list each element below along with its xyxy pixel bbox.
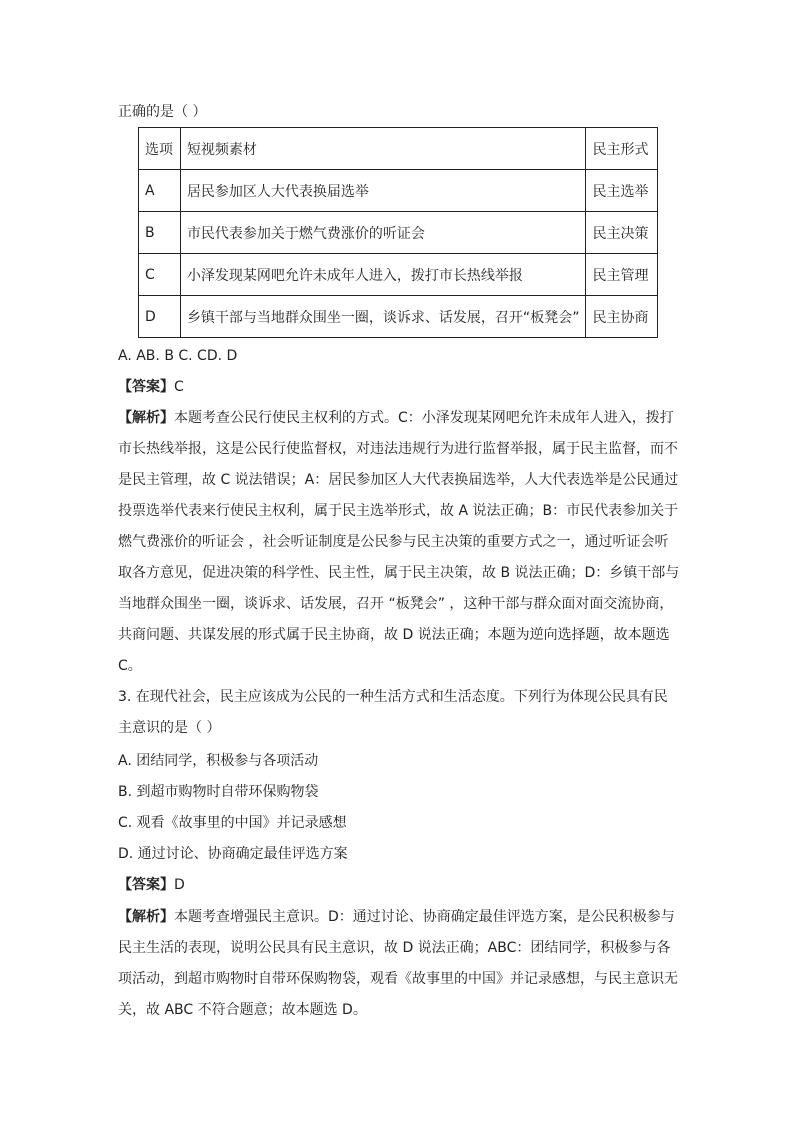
table-cell: 市民代表参加关于燃气费涨价的听证会 — [180, 212, 586, 254]
analysis-text: 本题考查增强民主意识。D：通过讨论、协商确定最佳评选方案，是公民积极参与 — [174, 909, 675, 925]
table-row — [139, 254, 658, 296]
q2-answer — [118, 377, 184, 397]
table-row — [139, 296, 658, 338]
table-row — [139, 212, 658, 254]
q2-analysis-line: 投票选举代表来行使民主权利，属于民主选举形式，故 A 说法正确；B：市民代表参加关于 — [118, 503, 679, 519]
q3-analysis-line — [118, 907, 675, 927]
q2-analysis-line: 市长热线举报，这是公民行使监督权，对违法违规行为进行监督举报，属于民主监督，而不 — [118, 441, 678, 457]
answer-value: C — [174, 379, 184, 395]
answer-label: 【答案】 — [118, 379, 174, 395]
q3-answer — [118, 875, 185, 895]
table-cell: 乡镇干部与当地群众围坐一圈，谈诉求、话发展，召开“板凳会” — [180, 296, 586, 338]
options-table — [138, 127, 658, 338]
q2-analysis-line: C。 — [118, 658, 142, 674]
q2-analysis-line: 是民主管理，故 C 说法错误；A：居民参加区人大代表换届选举，人大代表选举是公民通过 — [118, 472, 679, 488]
answer-value: D — [174, 877, 185, 893]
analysis-text: 本题考查公民行使民主权利的方式。C：小泽发现某网吧允许未成年人进入，拨打 — [174, 410, 674, 426]
table-cell: 居民参加区人大代表换届选举 — [180, 170, 586, 212]
q3-option-d: D. 通过讨论、协商确定最佳评选方案 — [118, 846, 348, 862]
analysis-label: 【解析】 — [118, 410, 174, 426]
q2-analysis-line: 取各方意见，促进决策的科学性、民主性，属于民主决策，故 B 说法正确；D：乡镇干部与 — [118, 565, 680, 581]
table-cell: 民主协商 — [586, 296, 658, 338]
q3-analysis-line: 关，故 ABC 不符合题意；故本题选 D。 — [118, 1002, 367, 1018]
table-cell: 民主决策 — [586, 212, 658, 254]
q3-option-b: B. 到超市购物时自带环保购物袋 — [118, 784, 319, 800]
table-cell: A — [139, 170, 181, 212]
table-cell: 民主选举 — [586, 170, 658, 212]
q3-option-a: A. 团结同学，积极参与各项活动 — [118, 753, 319, 769]
q3-option-c: C. 观看《故事里的中国》并记录感想 — [118, 815, 347, 831]
q3-analysis-line: 项活动，到超市购物时自带环保购物袋，观看《故事里的中国》并记录感想，与民主意识无 — [118, 971, 678, 987]
table-header-row — [139, 128, 658, 170]
q2-analysis-line: 共商问题、共谋发展的形式属于民主协商，故 D 说法正确；本题为逆向选择题，故本题选 — [118, 627, 670, 643]
answer-label: 【答案】 — [118, 877, 174, 893]
q2-choices: A. AB. B C. CD. D — [118, 348, 238, 364]
q3-stem-line: 3. 在现代社会，民主应该成为公民的一种生活方式和生活态度。下列行为体现公民具有民 — [118, 689, 668, 705]
q2-analysis-line: 当地群众围坐一圈，谈诉求、话发展，召开 “板凳会” ，这种干部与群众面对面交流协商， — [118, 596, 674, 612]
table-header-cell: 选项 — [139, 128, 181, 170]
table-header-cell: 民主形式 — [586, 128, 658, 170]
q3-stem-line: 主意识的是（ ） — [118, 720, 221, 736]
analysis-label: 【解析】 — [118, 909, 174, 925]
table-cell: 民主管理 — [586, 254, 658, 296]
q3-analysis-line: 民主生活的表现，说明公民具有民主意识，故 D 说法正确；ABC：团结同学，积极参与各 — [118, 940, 671, 956]
q2-analysis-line — [118, 408, 674, 428]
table-cell: C — [139, 254, 181, 296]
table-cell: D — [139, 296, 181, 338]
table-row — [139, 170, 658, 212]
table-cell: B — [139, 212, 181, 254]
q2-analysis-line: 燃气费涨价的听证会 ，社会听证制度是公民参与民主决策的重要方式之一，通过听证会听 — [118, 534, 669, 550]
table-header-cell: 短视频素材 — [180, 128, 586, 170]
table-cell: 小泽发现某网吧允许未成年人进入，拨打市长热线举报 — [180, 254, 586, 296]
question-intro: 正确的是（ ） — [118, 104, 207, 120]
